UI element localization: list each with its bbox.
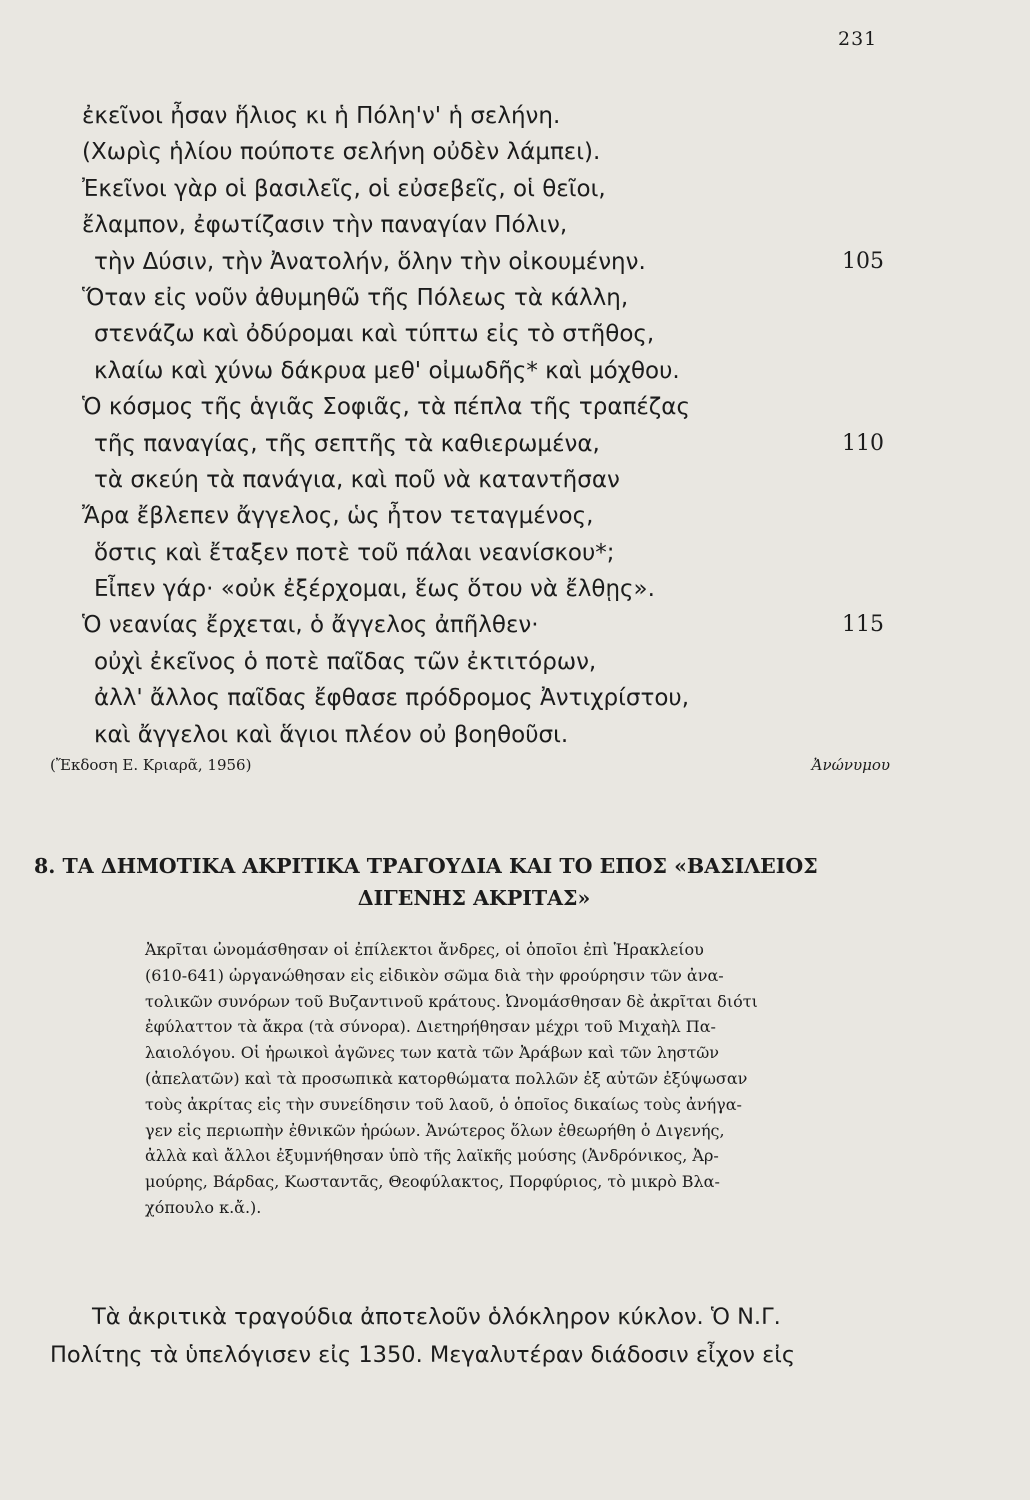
- edition-note: (Ἔκδοση Ε. Κριαρᾶ, 1956): [50, 756, 252, 774]
- verse-line: Ἐκεῖνοι γὰρ οἱ βασιλεῖς, οἱ εὐσεβεῖς, οἱ θεῖοι,: [82, 175, 606, 202]
- section-heading-line-1: 8. ΤΑ ΔΗΜΟΤΙΚΑ ΑΚΡΙΤΙΚΑ ΤΡΑΓΟΥΔΙΑ ΚΑΙ ΤΟ ΕΠΟΣ «ΒΑΣΙΛΕΙΟΣ: [34, 854, 818, 878]
- verse-line: ἔλαμπον, ἐφωτίζασιν τὴν παναγίαν Πόλιν,: [82, 212, 568, 239]
- page-number: 231: [838, 28, 878, 50]
- paragraph-line: χόπουλο κ.ἄ.).: [145, 1197, 262, 1217]
- verse-line: Ἄρα ἔβλεπεν ἄγγελος, ὡς ἦτον τεταγμένος,: [82, 503, 594, 530]
- verse-line: οὐχὶ ἐκεῖνος ὁ ποτὲ παῖδας τῶν ἐκτιτόρων,: [94, 648, 597, 675]
- verse-line: Ὁ κόσμος τῆς ἁγιᾶς Σοφιᾶς, τὰ πέπλα τῆς τραπέζας: [82, 394, 690, 421]
- paragraph-line: λαιολόγου. Οἱ ἡρωικοὶ ἀγῶνες των κατὰ τῶν Ἀράβων καὶ τῶν ληστῶν: [145, 1043, 719, 1063]
- section-heading: [34, 850, 914, 914]
- poem-excerpt: [82, 98, 902, 753]
- paragraph-line: μούρης, Βάρδας, Κωσταντᾶς, Θεοφύλακτος, Πορφύριος, τὸ μικρὸ Βλα-: [145, 1172, 720, 1192]
- line-number: 110: [842, 430, 884, 456]
- verse-line: Ὅταν εἰς νοῦν ἀθυμηθῶ τῆς Πόλεως τὰ κάλλη,: [82, 284, 629, 311]
- paragraph-line: Τὰ ἀκριτικὰ τραγούδια ἀποτελοῦν ὁλόκληρον κύκλον. Ὁ Ν.Γ.: [92, 1304, 781, 1330]
- paragraph-line: (ἀπελατῶν) καὶ τὰ προσωπικὰ κατορθώματα πολλῶν ἐξ αὐτῶν ἐξύψωσαν: [145, 1068, 748, 1088]
- paragraph-line: Ἀκρῖται ὠνομάσθησαν οἱ ἐπίλεκτοι ἄνδρες, οἱ ὁποῖοι ἐπὶ Ἡρακλείου: [145, 940, 704, 959]
- paragraph-line: Πολίτης τὰ ὑπελόγισεν εἰς 1350. Μεγαλυτέραν διάδοσιν εἶχον εἰς: [50, 1342, 796, 1368]
- verse-line: Ὁ νεανίας ἔρχεται, ὁ ἄγγελος ἀπῆλθεν· 115: [82, 607, 902, 643]
- body-paragraph: [50, 1298, 910, 1374]
- paragraph-line: ἐφύλαττον τὰ ἄκρα (τὰ σύνορα). Διετηρήθησαν μέχρι τοῦ Μιχαὴλ Πα-: [145, 1017, 716, 1037]
- verse-line: (Χωρὶς ἡλίου πούποτε σελήνη οὐδὲν λάμπει).: [82, 139, 601, 166]
- paragraph-line: τολικῶν συνόρων τοῦ Βυζαντινοῦ κράτους. Ὠνομάσθησαν δὲ ἀκρῖται διότι: [145, 991, 758, 1011]
- verse-line: καὶ ἄγγελοι καὶ ἅγιοι πλέον οὐ βοηθοῦσι.: [94, 721, 569, 748]
- verse-line: ἀλλ' ἄλλος παῖδας ἔφθασε πρόδρομος Ἀντιχρίστου,: [94, 685, 690, 712]
- verse-line: τὰ σκεύη τὰ πανάγια, καὶ ποῦ νὰ καταντῆσαν: [94, 466, 620, 493]
- author-attribution: Ἀνώνυμου: [811, 756, 890, 774]
- line-number: 115: [842, 612, 884, 638]
- verse-line: τὴν Δύσιν, τὴν Ἀνατολήν, ὅλην τὴν οἰκουμένην. 105: [82, 244, 902, 280]
- verse-line: ἐκεῖνοι ἦσαν ἥλιος κι ἡ Πόλη'ν' ἡ σελήνη.: [82, 103, 561, 129]
- paragraph-line: τοὺς ἀκρίτας εἰς τὴν συνείδησιν τοῦ λαοῦ, ὁ ὁποῖος δικαίως τοὺς ἀνήγα-: [145, 1094, 742, 1114]
- intro-paragraph: [145, 937, 905, 1221]
- verse-line: στενάζω καὶ ὀδύρομαι καὶ τύπτω εἰς τὸ στῆθος,: [94, 321, 655, 348]
- source-citation: [50, 752, 890, 778]
- line-number: 105: [842, 248, 884, 274]
- section-heading-line-2: ΔΙΓΕΝΗΣ ΑΚΡΙΤΑΣ»: [357, 886, 591, 910]
- paragraph-line: (610-641) ὠργανώθησαν εἰς εἰδικὸν σῶμα διὰ τὴν φρούρησιν τῶν ἀνα-: [145, 965, 724, 985]
- verse-line: τῆς παναγίας, τῆς σεπτῆς τὰ καθιερωμένα, 110: [82, 426, 902, 462]
- verse-line: Εἶπεν γάρ· «οὐκ ἐξέρχομαι, ἕως ὅτου νὰ ἔλθῃς».: [94, 576, 655, 603]
- paragraph-line: γεν εἰς περιωπὴν ἐθνικῶν ἡρώων. Ἀνώτερος ὅλων ἐθεωρήθη ὁ Διγενής,: [145, 1120, 725, 1140]
- verse-line: ὅστις καὶ ἔταξεν ποτὲ τοῦ πάλαι νεανίσκου*;: [94, 539, 615, 566]
- verse-line: κλαίω καὶ χύνω δάκρυα μεθ' οἰμωδῆς* καὶ μόχθου.: [94, 357, 680, 384]
- paragraph-line: ἀλλὰ καὶ ἄλλοι ἐξυμνήθησαν ὑπὸ τῆς λαϊκῆς μούσης (Ἀνδρόνικος, Ἀρ-: [145, 1146, 719, 1166]
